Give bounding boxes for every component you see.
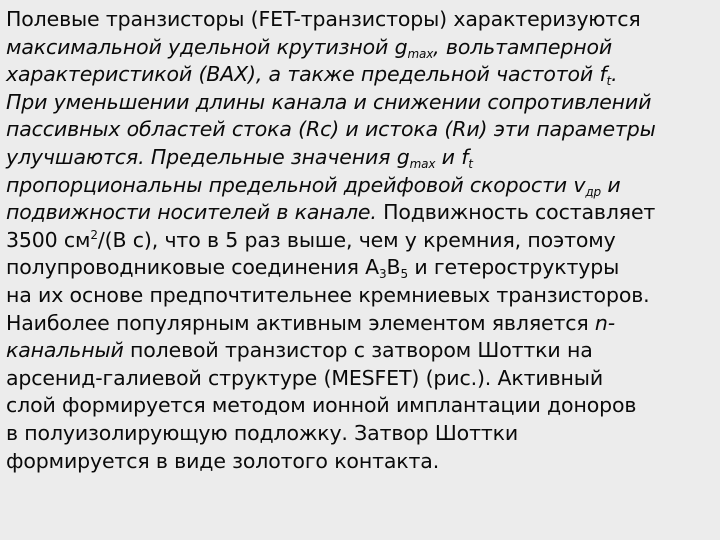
symbol-f: f — [461, 144, 469, 169]
text-line — [6, 420, 718, 448]
text-segment: подвижности носителей в канале. — [6, 200, 384, 225]
text-segment: пассивных областей стока (Rс) и истока (Rи) эти параметры — [6, 117, 656, 142]
text-segment: и — [600, 172, 621, 197]
symbol-g: g — [394, 34, 408, 59]
text-segment: формируется в виде золотого контакта. — [6, 448, 440, 473]
text-segment: Наиболее популярным активным элементом является — [6, 310, 595, 335]
text-segment: Подвижность составляет — [383, 200, 656, 225]
text-segment: максимальной удельной крутизной — [6, 34, 395, 59]
text-segment: /(В с), что в 5 раз выше, чем у кремния, поэтому — [97, 227, 616, 252]
text-line — [6, 172, 718, 200]
text-line — [6, 34, 718, 62]
text-segment: слой формируется методом ионной имплантации доноров — [6, 393, 637, 418]
text-segment: Полевые транзисторы (FET-транзисторы) характеризуются — [6, 7, 641, 31]
text-segment: в полуизолирующую подложку. Затвор Шоттки — [6, 420, 519, 445]
text-line — [6, 199, 718, 227]
text-segment: улучшаются. Предельные значения — [6, 144, 397, 169]
text-segment: 3500 см — [6, 227, 91, 252]
text-segment: . — [611, 62, 618, 87]
text-line — [6, 448, 718, 476]
text-segment: полупроводниковые соединения А — [6, 255, 380, 280]
text-segment: характеристикой (ВАХ), а также предельной частотой — [6, 62, 600, 87]
text-segment: на их основе предпочтительнее кремниевых транзисторов. — [6, 282, 650, 307]
text-segment: пропорциональны предельной дрейфовой скорости — [6, 172, 574, 197]
text-line — [6, 337, 718, 365]
text-segment: , вольтамперной — [433, 34, 613, 59]
symbol-g: g — [396, 144, 410, 169]
text-line — [6, 227, 718, 255]
subscript-t: t — [606, 74, 612, 89]
text-segment: n- — [594, 310, 616, 335]
text-segment: При уменьшении длины канала и снижении сопротивлений — [6, 89, 652, 114]
subscript-t: t — [468, 156, 473, 171]
document-body — [6, 6, 718, 475]
text-segment: и — [435, 144, 462, 169]
subscript-dr: др — [585, 184, 601, 199]
text-line — [6, 254, 718, 282]
symbol-f: f — [599, 62, 607, 87]
text-segment: В — [386, 255, 401, 280]
text-line — [6, 6, 718, 34]
text-line — [6, 365, 718, 393]
symbol-v: v — [573, 172, 586, 197]
superscript-2: 2 — [90, 227, 98, 242]
text-segment: и гетероструктуры — [407, 255, 620, 280]
text-line — [6, 89, 718, 117]
subscript-3: 3 — [379, 267, 387, 282]
subscript-max: max — [407, 46, 434, 61]
text-line — [6, 282, 718, 310]
text-segment: арсенид-галиевой структуре (MESFET) (рис.). Активный — [6, 365, 603, 390]
text-segment: полевой транзистор с затвором Шоттки на — [123, 338, 593, 363]
subscript-5: 5 — [400, 267, 408, 282]
text-line — [6, 116, 718, 144]
text-line — [6, 144, 718, 172]
text-line — [6, 310, 718, 338]
subscript-max: max — [409, 156, 436, 171]
text-line — [6, 392, 718, 420]
text-line — [6, 61, 718, 89]
text-segment: канальный — [6, 338, 124, 363]
